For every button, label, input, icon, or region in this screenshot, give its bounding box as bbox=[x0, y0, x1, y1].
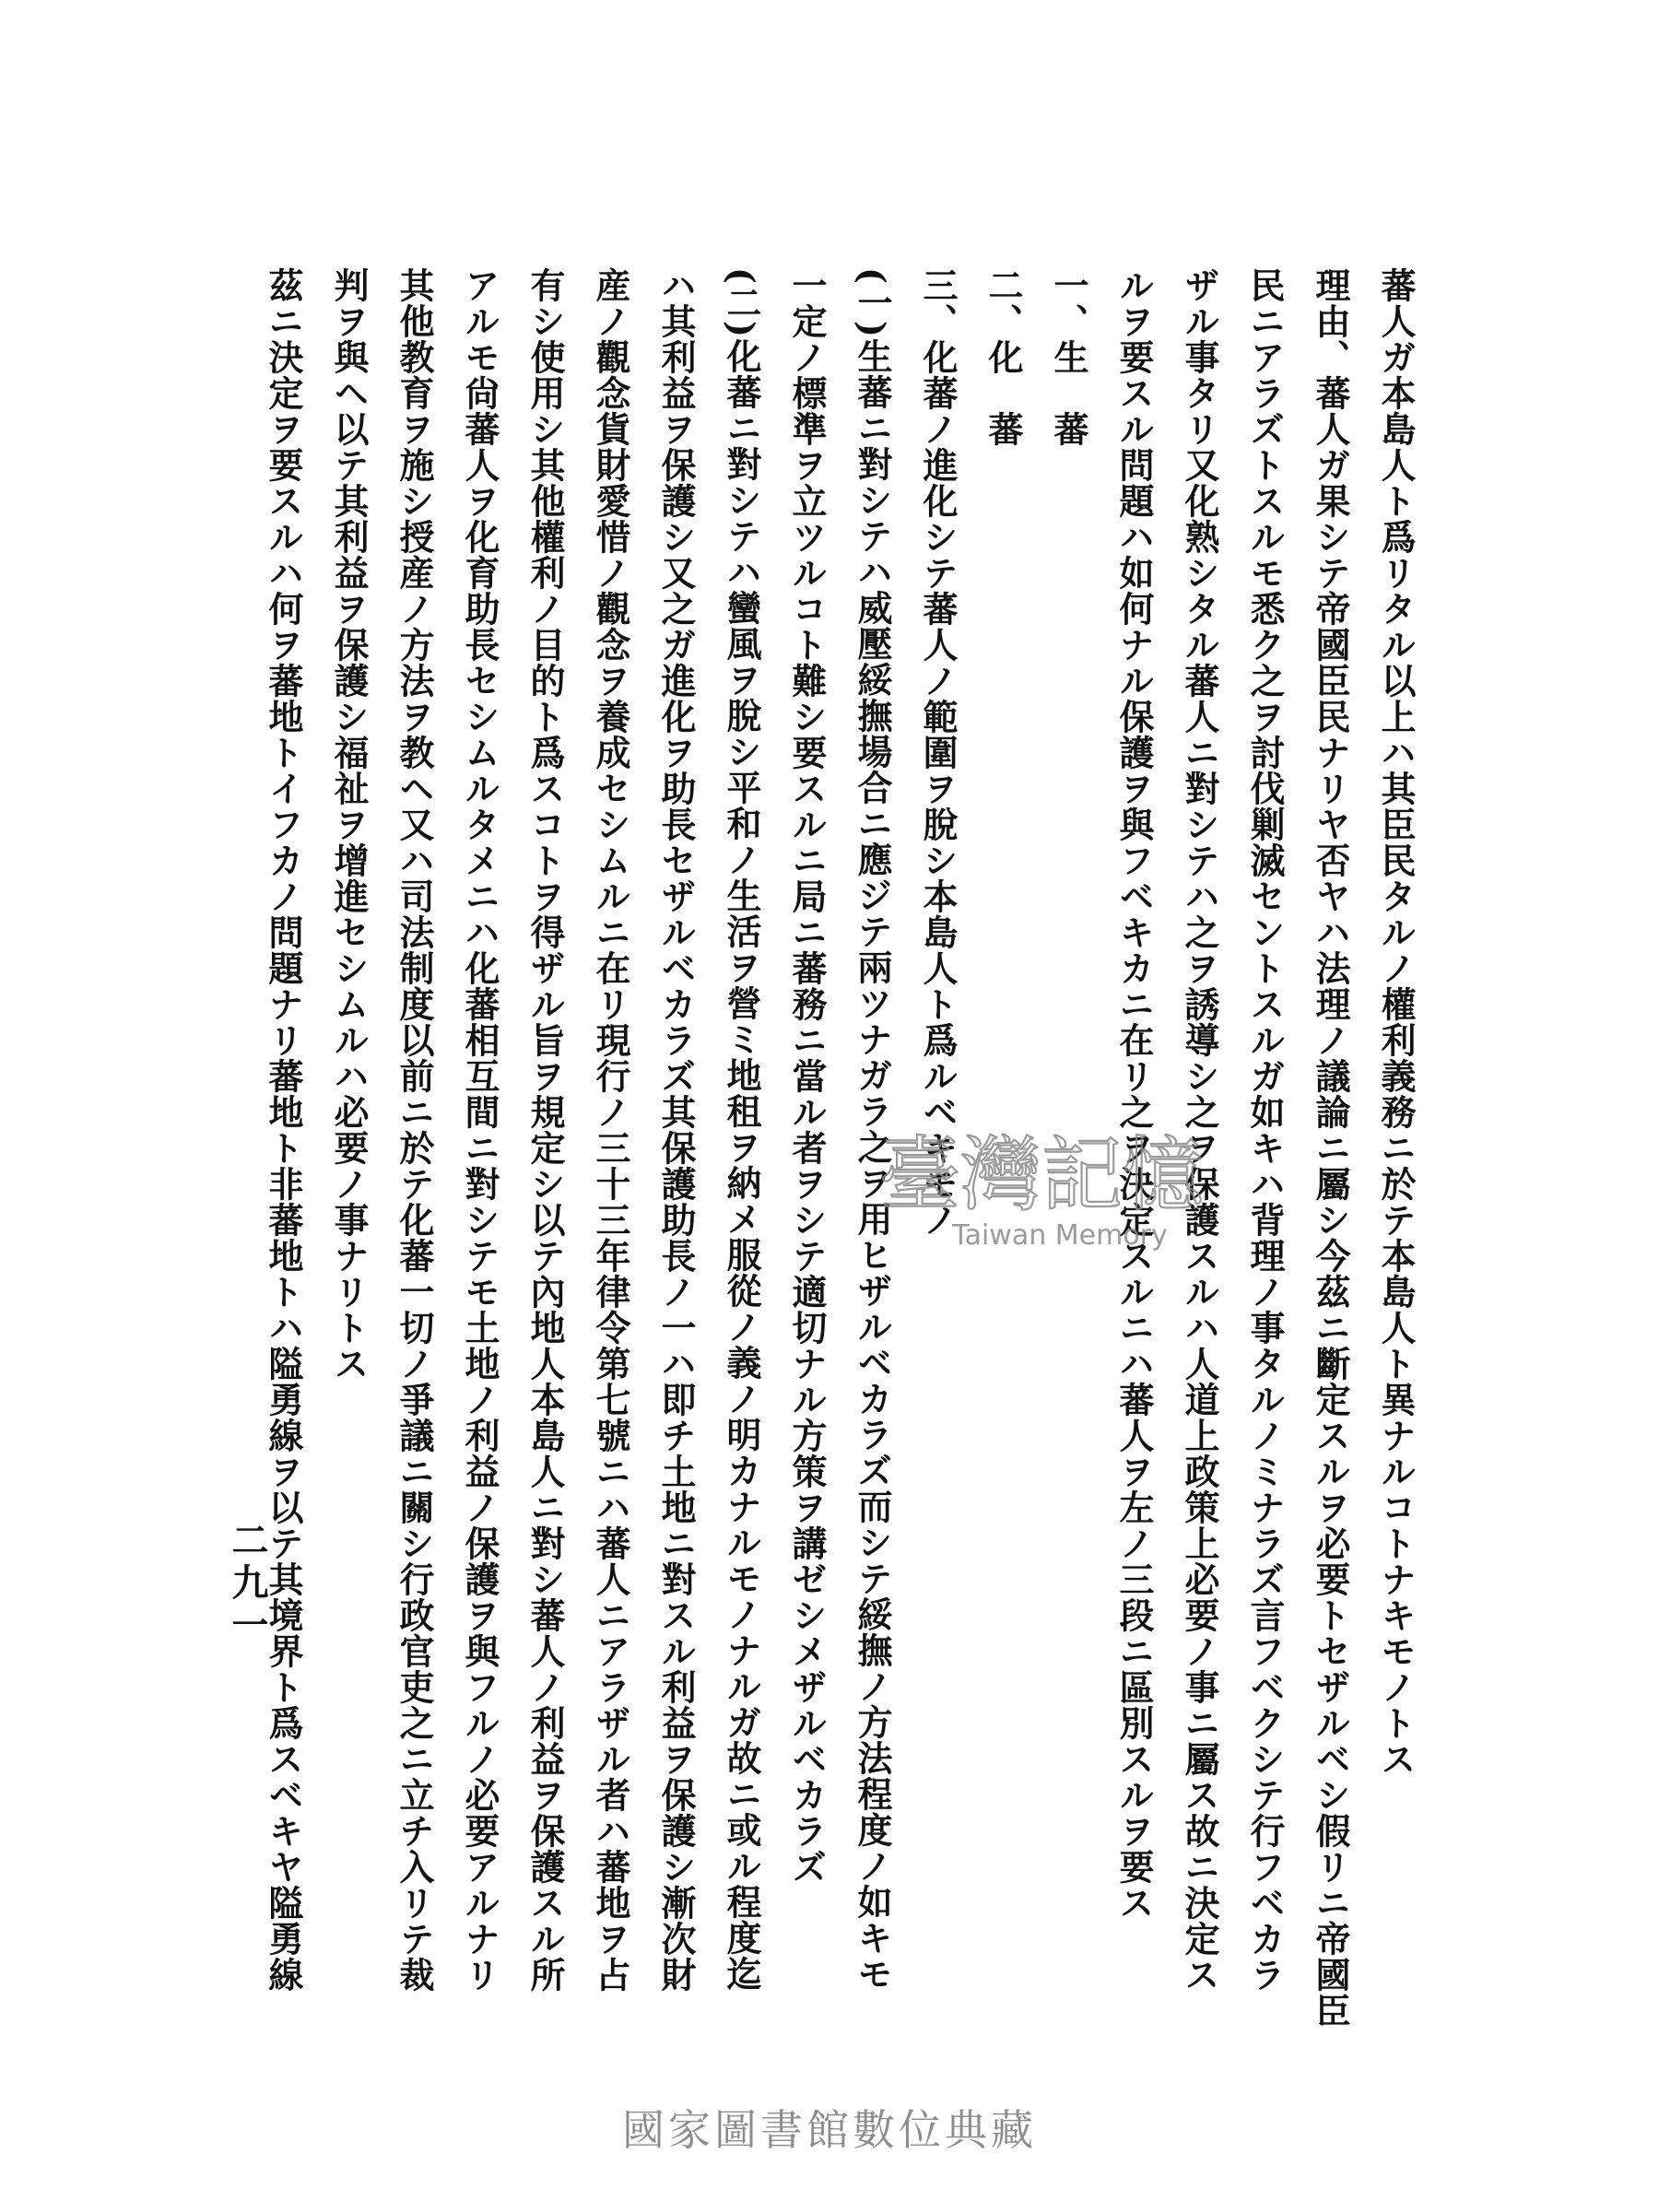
text-line: ルヲ要スル問題ハ如何ナル保護ヲ與フベキカニ在リ之ヲ決定スルニハ蕃人ヲ左ノ三段ニ區別スルヲ要ス bbox=[1113, 267, 1155, 1921]
watermark-logo-subtitle: Taiwan Memory bbox=[952, 1219, 1168, 1252]
watermark-logo-text: 臺灣記憶 bbox=[878, 1127, 1205, 1222]
text-line: 其他教育ヲ施シ授産ノ方法ヲ教ヘ又ハ司法制度以前ニ於テ化蕃一切ノ爭議ニ關シ行政官吏之ニ立チ入リテ裁 bbox=[394, 267, 435, 1993]
text-line: (一)生蕃ニ對シテハ威壓綏撫場合ニ應ジテ兩ツナガラ之ヲ用ヒザルベカラズ而シテ綏撫ノ方法程度ノ如キモ bbox=[852, 267, 893, 1992]
footer-collection-label: 國家圖書館數位典藏 bbox=[622, 2105, 1037, 2155]
text-line: 一、生 蕃 bbox=[1048, 267, 1089, 447]
text-line: 判ヲ與ヘ以テ其利益ヲ保護シ福祉ヲ增進セシムルハ必要ノ事ナリトス bbox=[328, 267, 370, 1382]
text-line: 有シ使用シ其他權利ノ目的ト爲スコトヲ得ザル旨ヲ規定シ以テ內地人本島人ニ對シ蕃人ノ利益ヲ保護スル所 bbox=[524, 267, 566, 1993]
text-line: 二、化 蕃 bbox=[982, 267, 1024, 447]
watermark-logo-graphic bbox=[830, 1115, 1253, 1272]
text-line: ザル事タリ又化熟シタル蕃人ニ對シテハ之ヲ誘導シ之ヲ保護スルハ人道上政策上必要ノ事ニ屬ス故ニ決定ス bbox=[1179, 267, 1220, 1993]
text-line: 茲ニ決定ヲ要スルハ何ヲ蕃地トイフカノ問題ナリ蕃地ト非蕃地トハ隘勇線ヲ以テ其境界ト爲スベキヤ隘勇線 bbox=[263, 267, 304, 1993]
text-line: (二)化蕃ニ對シテハ蠻風ヲ脫シ平和ノ生活ヲ營ミ地租ヲ納メ服從ノ義ノ明カナルモノナルガ故ニ或ル程度迄 bbox=[721, 267, 762, 1992]
text-line: 理由、蕃人ガ果シテ帝國臣民ナリヤ否ヤハ法理ノ議論ニ屬シ今茲ニ斷定スルヲ必要トセザルベシ假リニ帝國臣 bbox=[1310, 267, 1351, 2029]
text-line: 一定ノ標準ヲ立ツルコト難シ要スルニ局ニ蕃務ニ當ル者ヲシテ適切ナル方策ヲ講ゼシメザルベカラズ bbox=[786, 267, 828, 1885]
text-line: ハ其利益ヲ保護シ又之ガ進化ヲ助長セザルベカラズ其保護助長ノ一ハ即チ土地ニ對スル利益ヲ保護シ漸次財 bbox=[655, 267, 697, 1993]
text-line: 蕃人ガ本島人ト爲リタル以上ハ其臣民タルノ權利義務ニ於テ本島人ト異ナルコトナキモノトス bbox=[1375, 267, 1417, 1777]
page-number: 二九一 bbox=[226, 1521, 269, 1648]
text-line: 三、化蕃ノ進化シテ蕃人ノ範圍ヲ脫シ本島人ト爲ルベキモノ bbox=[917, 267, 959, 1238]
text-line: アルモ尙蕃人ヲ化育助長セシムルタメニハ化蕃相互間ニ對シテモ土地ノ利益ノ保護ヲ與フルノ必要アルナリ bbox=[459, 267, 500, 1993]
text-line: 民ニアラズトスルモ悉ク之ヲ討伐剿滅セントスルガ如キハ背理ノ事タルノミナラズ言フベクシテ行フベカラ bbox=[1244, 267, 1286, 1993]
text-line: 産ノ觀念貨財愛惜ノ觀念ヲ養成セシムルニ在リ現行ノ三十三年律令第七號ニハ蕃人ニアラザル者ハ蕃地ヲ占 bbox=[590, 267, 631, 1993]
taiwan-memory-watermark-logo bbox=[830, 1115, 1253, 1272]
